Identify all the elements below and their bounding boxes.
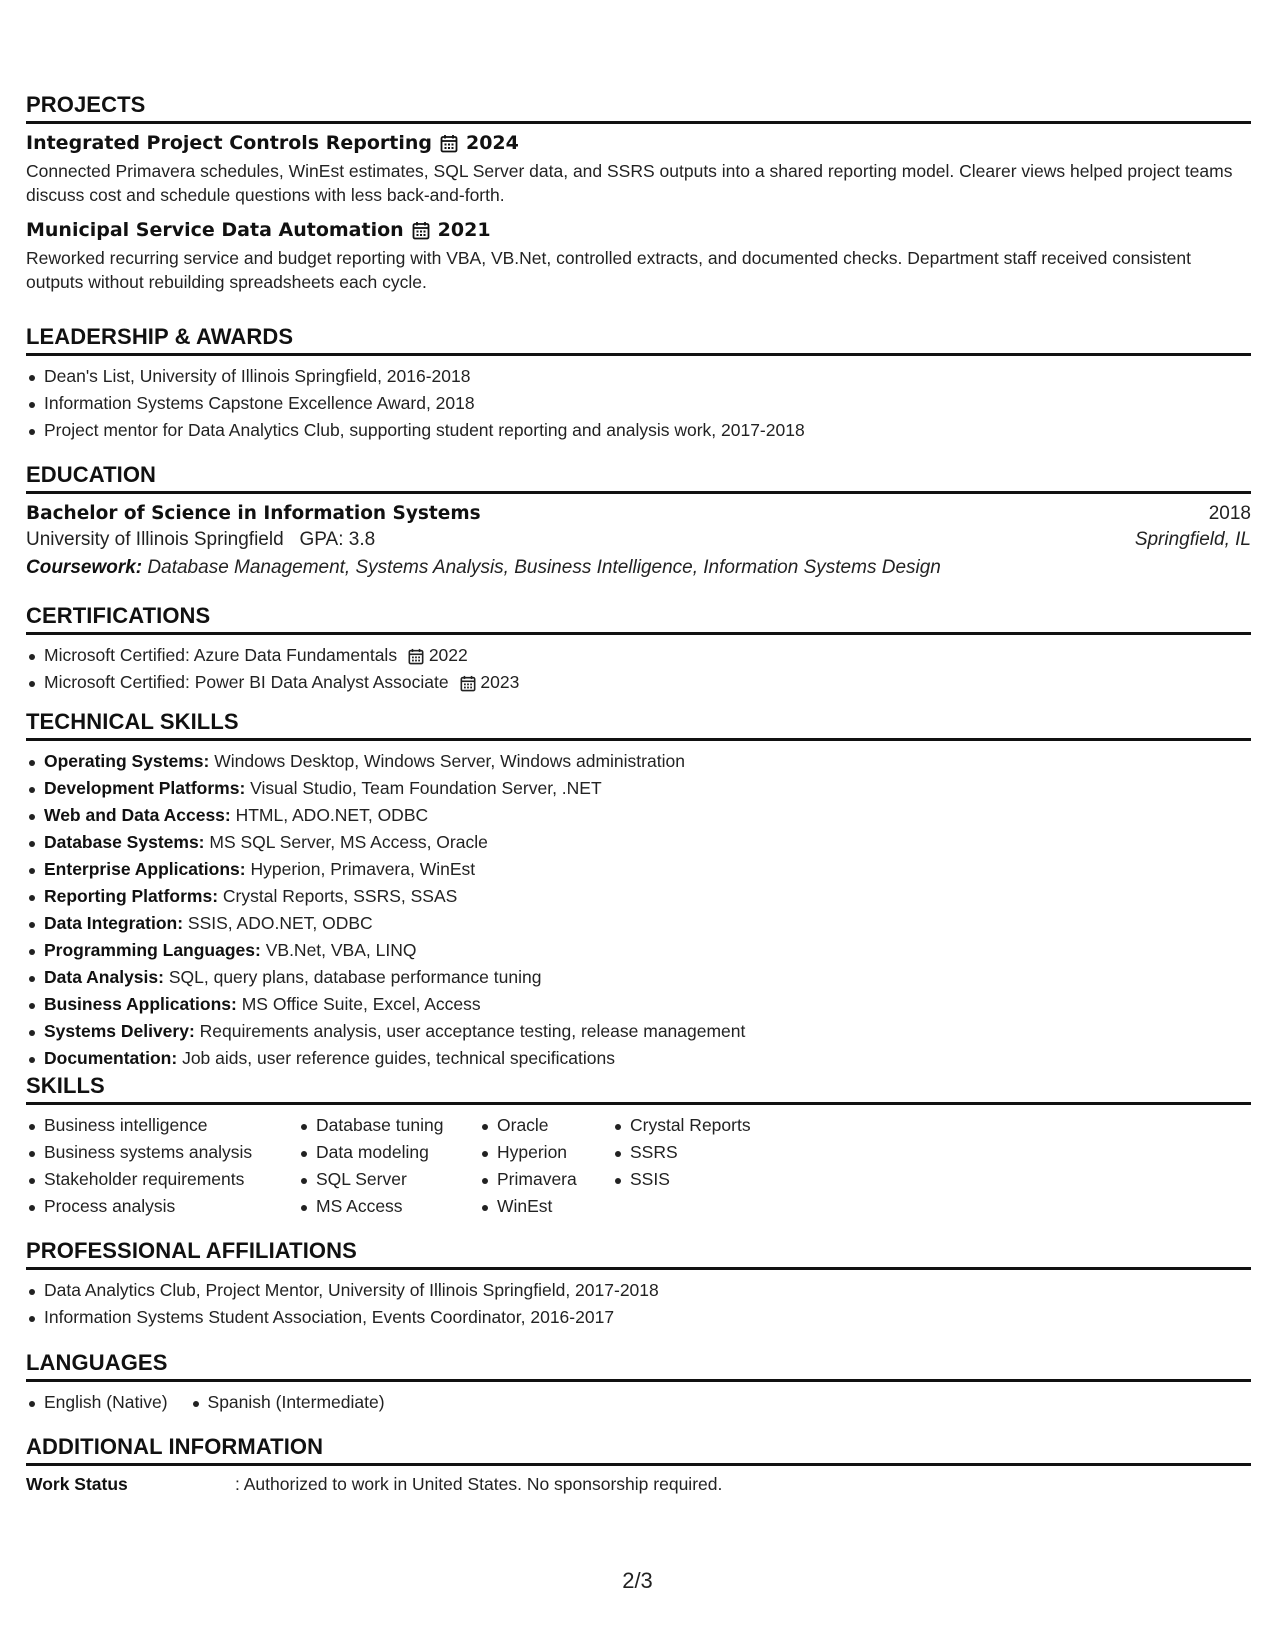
languages-list <box>26 1389 1251 1416</box>
list-item: SQL Server <box>298 1166 458 1193</box>
skills-column <box>26 1112 278 1220</box>
list-item: SSRS <box>612 1139 792 1166</box>
project-year: 2024 <box>465 132 519 154</box>
list-item: Data Analytics Club, Project Mentor, University of Illinois Springfield, 2017-2018 <box>26 1277 1251 1304</box>
page-number: 2/3 <box>622 1568 653 1593</box>
section-title-languages: LANGUAGES <box>26 1350 1251 1382</box>
list-item: WinEst <box>479 1193 592 1220</box>
certification-year: 2023 <box>480 672 520 692</box>
list-item <box>26 856 1251 883</box>
skill-category: Enterprise Applications: <box>44 859 246 879</box>
list-item <box>26 669 1251 696</box>
skill-category: Documentation: <box>44 1048 178 1068</box>
skill-category: Database Systems: <box>44 832 205 852</box>
section-title-certifications: CERTIFICATIONS <box>26 603 1251 635</box>
list-item <box>26 910 1251 937</box>
skill-values: Visual Studio, Team Foundation Server, .NET <box>250 778 602 798</box>
work-status-label: Work Status <box>26 1474 128 1494</box>
section-title-affiliations: PROFESSIONAL AFFILIATIONS <box>26 1238 1251 1270</box>
list-item: Dean's List, University of Illinois Springfield, 2016-2018 <box>26 363 1251 390</box>
section-title-technical-skills: TECHNICAL SKILLS <box>26 709 1251 741</box>
leadership-section <box>26 324 1251 444</box>
skill-values: Job aids, user reference guides, technical specifications <box>182 1048 615 1068</box>
skill-category: Data Integration: <box>44 913 184 933</box>
certifications-list <box>26 642 1251 696</box>
list-item <box>26 937 1251 964</box>
list-item: Project mentor for Data Analytics Club, supporting student reporting and analysis work, 2017-2018 <box>26 417 1251 444</box>
leadership-list <box>26 363 1251 444</box>
calendar-icon <box>412 221 430 240</box>
skill-category: Business Applications: <box>44 994 237 1014</box>
list-item: Process analysis <box>26 1193 278 1220</box>
skills-column <box>479 1112 592 1220</box>
project-item <box>26 219 1251 294</box>
skill-category: Reporting Platforms: <box>44 886 219 906</box>
project-description: Connected Primavera schedules, WinEst estimates, SQL Server data, and SSRS outputs into a shared reporting model. Clearer views helped project teams discuss cost and schedule questions with less back-and-forth. <box>26 161 1233 205</box>
coursework <box>26 557 1251 579</box>
calendar-icon <box>408 648 424 665</box>
section-title-additional-info: ADDITIONAL INFORMATION <box>26 1434 1251 1466</box>
section-title-education: EDUCATION <box>26 462 1251 494</box>
projects-section <box>26 92 1251 294</box>
project-year: 2021 <box>437 219 491 241</box>
list-item <box>26 883 1251 910</box>
skills-column <box>298 1112 458 1220</box>
languages-section <box>26 1350 1251 1416</box>
project-name: Integrated Project Controls Reporting <box>26 132 432 154</box>
skill-category: Web and Data Access: <box>44 805 231 825</box>
list-item: MS Access <box>298 1193 458 1220</box>
skill-values: HTML, ADO.NET, ODBC <box>235 805 429 825</box>
project-description: Reworked recurring service and budget reporting with VBA, VB.Net, controlled extracts, and documented checks. Department staff received consistent outputs without rebuilding spreadsheets each cycle. <box>26 248 1191 292</box>
skills-column <box>612 1112 792 1220</box>
list-item: Hyperion <box>479 1139 592 1166</box>
skill-category: Development Platforms: <box>44 778 246 798</box>
list-item: Data modeling <box>298 1139 458 1166</box>
skill-values: MS SQL Server, MS Access, Oracle <box>209 832 488 852</box>
list-item: SSIS <box>612 1166 792 1193</box>
certification-year: 2022 <box>428 645 468 665</box>
skills-section <box>26 1073 1251 1220</box>
list-item: Crystal Reports <box>612 1112 792 1139</box>
list-item <box>26 991 1251 1018</box>
list-item: Stakeholder requirements <box>26 1166 278 1193</box>
skill-values: Windows Desktop, Windows Server, Windows administration <box>214 751 685 771</box>
list-item <box>26 642 1251 669</box>
list-item: Business systems analysis <box>26 1139 278 1166</box>
section-title-leadership: LEADERSHIP & AWARDS <box>26 324 1251 356</box>
school-name: University of Illinois Springfield <box>26 529 284 550</box>
additional-info-section <box>26 1434 1251 1495</box>
section-title-skills: SKILLS <box>26 1073 1251 1105</box>
coursework-list: Database Management, Systems Analysis, Business Intelligence, Information Systems Design <box>147 557 941 578</box>
affiliations-section <box>26 1238 1251 1331</box>
skill-values: MS Office Suite, Excel, Access <box>241 994 481 1014</box>
skill-values: SQL, query plans, database performance tuning <box>168 967 542 987</box>
skill-values: Requirements analysis, user acceptance testing, release management <box>199 1021 746 1041</box>
calendar-icon <box>460 675 476 692</box>
list-item: Database tuning <box>298 1112 458 1139</box>
list-item <box>26 829 1251 856</box>
calendar-icon <box>440 134 458 153</box>
list-item: Primavera <box>479 1166 592 1193</box>
education-section <box>26 462 1251 579</box>
skill-values: Crystal Reports, SSRS, SSAS <box>222 886 458 906</box>
list-item <box>26 964 1251 991</box>
affiliations-list <box>26 1277 1251 1331</box>
work-status-row <box>26 1474 1251 1495</box>
skill-values: Hyperion, Primavera, WinEst <box>250 859 476 879</box>
list-item <box>26 1018 1251 1045</box>
skill-category: Systems Delivery: <box>44 1021 195 1041</box>
list-item <box>26 748 1251 775</box>
section-title-projects: PROJECTS <box>26 92 1251 124</box>
skills-columns <box>26 1112 1251 1220</box>
list-item: Business intelligence <box>26 1112 278 1139</box>
skill-category: Programming Languages: <box>44 940 261 960</box>
list-item: English (Native) <box>26 1389 168 1416</box>
project-name: Municipal Service Data Automation <box>26 219 404 241</box>
skill-category: Operating Systems: <box>44 751 210 771</box>
list-item <box>26 802 1251 829</box>
technical-skills-list <box>26 748 1251 1072</box>
degree-name: Bachelor of Science in Information Systems <box>26 503 481 524</box>
skill-values: SSIS, ADO.NET, ODBC <box>187 913 373 933</box>
list-item: Information Systems Student Association, Events Coordinator, 2016-2017 <box>26 1304 1251 1331</box>
list-item: Information Systems Capstone Excellence Award, 2018 <box>26 390 1251 417</box>
work-status-value: : Authorized to work in United States. No sponsorship required. <box>235 1474 723 1494</box>
school-location: Springfield, IL <box>1134 529 1251 550</box>
list-item <box>26 1045 1251 1072</box>
list-item: Oracle <box>479 1112 592 1139</box>
certification-name: Microsoft Certified: Azure Data Fundamentals <box>44 645 398 665</box>
gpa: GPA: 3.8 <box>299 529 376 550</box>
graduation-year: 2018 <box>1208 503 1251 524</box>
project-item <box>26 132 1251 207</box>
list-item <box>26 775 1251 802</box>
certifications-section <box>26 603 1251 696</box>
technical-skills-section <box>26 709 1251 1072</box>
certification-name: Microsoft Certified: Power BI Data Analyst Associate <box>44 672 449 692</box>
list-item: Spanish (Intermediate) <box>190 1389 385 1416</box>
skill-category: Data Analysis: <box>44 967 164 987</box>
coursework-label: Coursework: <box>26 557 143 578</box>
skill-values: VB.Net, VBA, LINQ <box>265 940 417 960</box>
